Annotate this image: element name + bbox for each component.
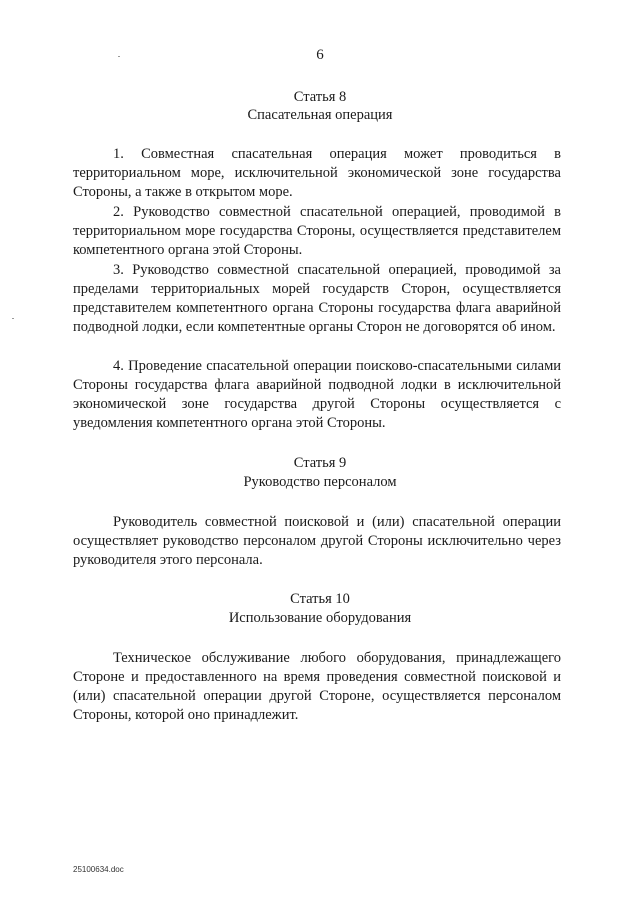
article-8-paragraph-2: 2. Руководство совместной спасательной операцией, проводимой в территориальном море государства Стороны, осуществляется представителем компетентного органа этой Стороны. xyxy=(73,204,561,258)
article-8-paragraph-3: 3. Руководство совместной спасательной операцией, проводимой за пределами территориальных морей государств Сторон, осуществляется представителем компетентного органа Стороны государства флага аварийной подводной лодки, если компетентные органы Сторон не договорятся об ином. xyxy=(73,262,561,335)
page-number: 6 xyxy=(316,47,324,63)
article-10-title: Статья 10 xyxy=(290,591,350,607)
article-10-subtitle: Использование оборудования xyxy=(228,610,412,626)
footer-filename: 25100634.doc xyxy=(73,865,124,874)
article-9-title: Статья 9 xyxy=(293,455,347,471)
article-8-paragraph-4: 4. Проведение спасательной операции поисково-спасательными силами Стороны государства флага аварийной подводной лодки в исключительной экономической зоне государства другой Стороны осуществляется с уведомления компетентного органа этой Стороны. xyxy=(73,358,561,431)
scan-speck xyxy=(12,318,14,319)
article-8-paragraph-1: 1. Совместная спасательная операция может проводиться в территориальном море, исключительной экономической зоне государства Стороны, а также в открытом море. xyxy=(73,146,561,200)
article-9-paragraph-1: Руководитель совместной поисковой и (или) спасательной операции осуществляет руководство персоналом другой Стороны исключительно через руководителя этого персонала. xyxy=(73,514,561,568)
article-10-paragraph-1: Техническое обслуживание любого оборудования, принадлежащего Стороне и предоставленного на время проведения совместной поисковой и (или) спасательной операции другой Стороне, осуществляется персоналом Стороны, которой оно принадлежит. xyxy=(73,650,561,723)
article-8-subtitle: Спасательная операция xyxy=(247,107,393,123)
scan-speck xyxy=(118,56,120,57)
article-9-subtitle: Руководство персоналом xyxy=(243,474,397,490)
article-8-title: Статья 8 xyxy=(293,89,347,105)
